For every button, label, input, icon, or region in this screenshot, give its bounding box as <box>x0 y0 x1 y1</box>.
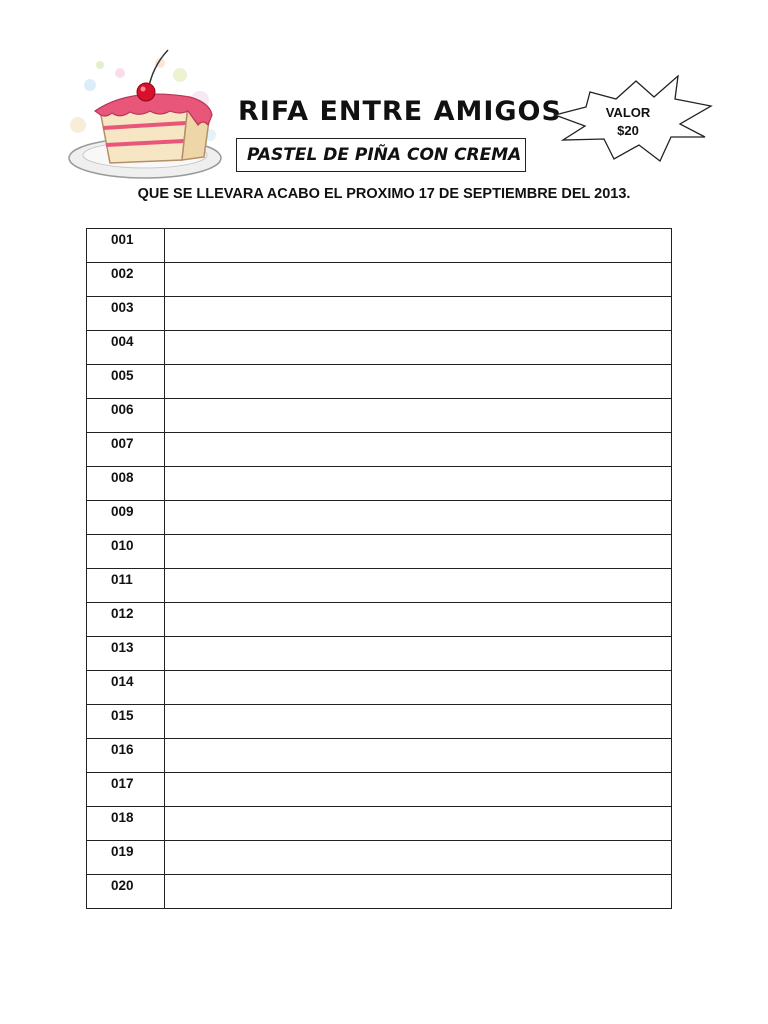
prize-box <box>236 138 526 172</box>
prize-label: PASTEL DE PIÑA CON CREMA <box>247 145 522 165</box>
participant-name-cell[interactable] <box>165 229 672 263</box>
ticket-number: 010 <box>87 535 165 569</box>
table-row <box>87 875 672 909</box>
participant-name-cell[interactable] <box>165 263 672 297</box>
table-row <box>87 467 672 501</box>
participant-name-cell[interactable] <box>165 365 672 399</box>
table-row <box>87 229 672 263</box>
ticket-number: 003 <box>87 297 165 331</box>
table-row <box>87 603 672 637</box>
ticket-number: 016 <box>87 739 165 773</box>
raffle-table <box>86 228 672 909</box>
ticket-number: 008 <box>87 467 165 501</box>
participant-name-cell[interactable] <box>165 807 672 841</box>
table-row <box>87 841 672 875</box>
ticket-number: 020 <box>87 875 165 909</box>
table-row <box>87 569 672 603</box>
participant-name-cell[interactable] <box>165 501 672 535</box>
participant-name-cell[interactable] <box>165 433 672 467</box>
table-row <box>87 365 672 399</box>
ticket-number: 017 <box>87 773 165 807</box>
raffle-table-body <box>87 229 672 909</box>
price-label: VALOR <box>605 105 651 120</box>
ticket-number: 006 <box>87 399 165 433</box>
participant-name-cell[interactable] <box>165 705 672 739</box>
table-row <box>87 637 672 671</box>
ticket-number: 007 <box>87 433 165 467</box>
participant-name-cell[interactable] <box>165 637 672 671</box>
ticket-number: 011 <box>87 569 165 603</box>
ticket-number: 001 <box>87 229 165 263</box>
participant-name-cell[interactable] <box>165 467 672 501</box>
table-row <box>87 705 672 739</box>
participant-name-cell[interactable] <box>165 535 672 569</box>
table-row <box>87 535 672 569</box>
event-date-text: QUE SE LLEVARA ACABO EL PROXIMO 17 DE SEPTIEMBRE DEL 2013. <box>137 186 631 202</box>
participant-name-cell[interactable] <box>165 671 672 705</box>
participant-name-cell[interactable] <box>165 739 672 773</box>
table-row <box>87 433 672 467</box>
table-row <box>87 739 672 773</box>
ticket-number: 013 <box>87 637 165 671</box>
participant-name-cell[interactable] <box>165 841 672 875</box>
ticket-number: 005 <box>87 365 165 399</box>
ticket-number: 019 <box>87 841 165 875</box>
participant-name-cell[interactable] <box>165 875 672 909</box>
ticket-number: 004 <box>87 331 165 365</box>
participant-name-cell[interactable] <box>165 603 672 637</box>
participant-name-cell[interactable] <box>165 399 672 433</box>
participant-name-cell[interactable] <box>165 331 672 365</box>
table-row <box>87 263 672 297</box>
table-row <box>87 807 672 841</box>
table-row <box>87 331 672 365</box>
ticket-number: 014 <box>87 671 165 705</box>
table-row <box>87 297 672 331</box>
table-row <box>87 399 672 433</box>
price-badge <box>590 104 666 140</box>
participant-name-cell[interactable] <box>165 773 672 807</box>
ticket-number: 015 <box>87 705 165 739</box>
price-value: $20 <box>617 123 639 138</box>
ticket-number: 018 <box>87 807 165 841</box>
table-row <box>87 773 672 807</box>
table-row <box>87 671 672 705</box>
ticket-number: 009 <box>87 501 165 535</box>
table-row <box>87 501 672 535</box>
participant-name-cell[interactable] <box>165 297 672 331</box>
cake-slice-icon <box>60 45 230 190</box>
page-title: RIFA ENTRE AMIGOS <box>238 96 562 127</box>
ticket-number: 012 <box>87 603 165 637</box>
ticket-number: 002 <box>87 263 165 297</box>
participant-name-cell[interactable] <box>165 569 672 603</box>
